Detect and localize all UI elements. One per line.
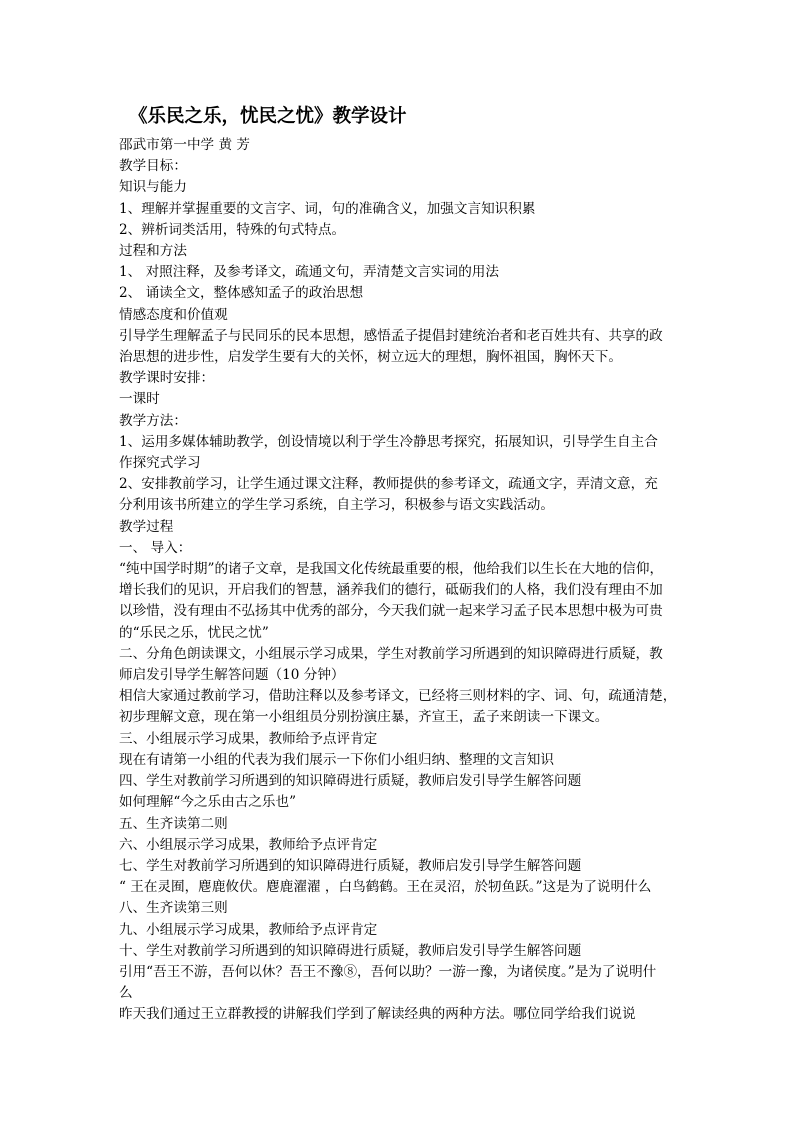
document-body [119,156,679,1025]
text-line: 的“乐民之乐，忧民之忧” [119,624,269,641]
text-line: 1、 对照注释，及参考译文，疏通文句，弄清楚文言实词的用法 [119,264,499,281]
text-line: 治思想的进步性，启发学生要有大的关怀，树立远大的理想，胸怀祖国，胸怀天下。 [119,349,622,366]
text-line: 以珍惜，没有理由不弘扬其中优秀的部分，今天我们就一起来学习孟子民本思想中极为可贵 [119,603,663,620]
text-line: 二、分角色朗读课文，小组展示学习成果，学生对教前学习所遇到的知识障碍进行质疑，教 [119,645,663,662]
text-line: 八、生齐读第三则 [119,900,228,917]
text-line: 昨天我们通过王立群教授的讲解我们学到了解读经典的两种方法。哪位同学给我们说说 [119,1006,636,1023]
text-line: 么 [119,985,133,1002]
text-line: 引导学生理解孟子与民同乐的民本思想，感悟孟子提倡封建统治者和老百姓共有、共享的政 [119,327,663,344]
text-line: 四、学生对教前学习所遇到的知识障碍进行质疑，教师启发引导学生解答问题 [119,773,582,790]
author-line: 邵武市第一中学 黄 芳 [119,137,250,153]
text-line: 引用“吾王不游，吾何以休？吾王不豫⑧，吾何以助？一游一豫，为诸侯度。”是为了说明什 [119,963,657,980]
text-line: 现在有请第一小组的代表为我们展示一下你们小组归纳、整理的文言知识 [119,751,554,768]
text-line: 1、理解并掌握重要的文言字、词，句的准确含义，加强文言知识积累 [119,200,536,217]
text-line: 2、辨析词类活用，特殊的句式特点。 [119,221,346,238]
text-line: 分利用该书所建立的学生学习系统，自主学习，积极参与语文实践活动。 [119,497,554,514]
text-line: 九、小组展示学习成果，教师给予点评肯定 [119,921,378,938]
text-line: 教学方法： [119,412,187,429]
text-line: 初步理解文意，现在第一小组组员分别扮演庄暴，齐宣王，孟子来朗读一下课文。 [119,709,609,726]
text-line: 一课时 [119,391,160,408]
text-line: 2、 诵读全文，整体感知孟子的政治思想 [119,285,364,302]
text-line: 教学目标： [119,158,187,175]
text-line: 七、学生对教前学习所遇到的知识障碍进行质疑，教师启发引导学生解答问题 [119,857,582,874]
text-line: “ 王在灵囿，麀鹿攸伏。麀鹿濯濯 ，白鸟鹤鹤。王在灵沼，於牣鱼跃。”这是为了说明什么 [119,879,652,896]
text-line: 师启发引导学生解答问题（10 分钟） [119,667,345,684]
text-line: 三、小组展示学习成果，教师给予点评肯定 [119,730,378,747]
text-line: 教学过程 [119,518,174,535]
text-line: 相信大家通过教前学习，借助注释以及参考译文，已经将三则材料的字、词、句，疏通清楚， [119,688,677,705]
text-line: 1、运用多媒体辅助教学，创设情境以利于学生冷静思考探究，拓展知识，引导学生自主合 [119,433,658,450]
document-title: 《乐民之乐，忧民之忧》教学设计 [129,106,407,127]
text-line: 如何理解“今之乐由古之乐也” [119,794,297,811]
text-line: 六、小组展示学习成果，教师给予点评肯定 [119,836,378,853]
document-page [119,104,679,1026]
text-line: 一、 导入： [119,539,192,556]
text-line: 知识与能力 [119,179,187,196]
text-line: 2、安排教前学习，让学生通过课文注释，教师提供的参考译文，疏通文字，弄清文意，充 [119,476,658,493]
text-line: 增长我们的见识，开启我们的智慧，涵养我们的德行，砥砺我们的人格，我们没有理由不加 [119,582,663,599]
text-line: 作探究式学习 [119,455,201,472]
text-line: 情感态度和价值观 [119,306,228,323]
text-line: 十、学生对教前学习所遇到的知识障碍进行质疑，教师启发引导学生解答问题 [119,942,582,959]
text-line: 过程和方法 [119,243,187,260]
text-line: 教学课时安排： [119,370,215,387]
text-line: 五、生齐读第二则 [119,815,228,832]
text-line: “纯中国学时期”的诸子文章，是我国文化传统最重要的根，他给我们以生长在大地的信仰， [119,561,664,578]
